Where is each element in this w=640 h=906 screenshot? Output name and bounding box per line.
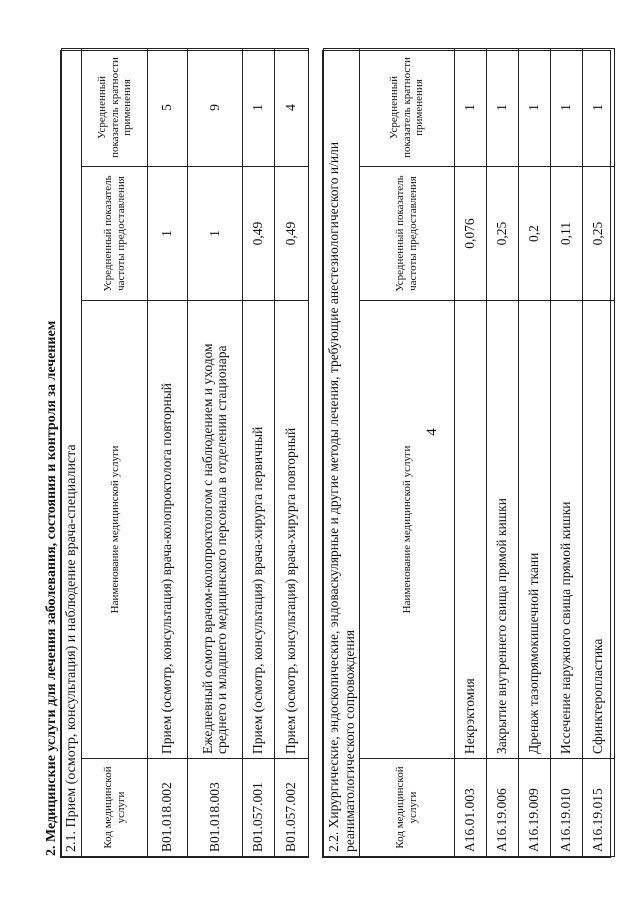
table-surgical bbox=[322, 50, 611, 858]
service-frequency: 0,25 bbox=[583, 167, 615, 301]
table2-header-freq: Усредненный показатель частоты предоставления bbox=[360, 167, 455, 301]
service-name: Закрытие внутреннего свища прямой кишки bbox=[487, 301, 519, 759]
service-multiplicity: 1 bbox=[487, 48, 519, 166]
table1-header-name: Наименование медицинской услуги bbox=[82, 301, 148, 759]
table2-header-mult: Усредненный показатель кратности применения bbox=[360, 48, 455, 166]
service-name: Прием (осмотр, консультация) врача-колопроктолога повторный bbox=[148, 301, 188, 759]
table-row bbox=[243, 48, 275, 856]
service-name: Некрэктомия bbox=[455, 301, 487, 759]
table-row bbox=[188, 48, 243, 856]
service-name: Ежедневный осмотр врачом-колопроктологом с наблюдением и уходом среднего и младшего медицинского персонала в отделении стационара bbox=[188, 301, 243, 759]
service-frequency: 1 bbox=[148, 167, 188, 301]
service-code: A16.19.009 bbox=[519, 759, 551, 857]
section-title: 2. Медицинские услуги для лечения заболевания, состояния и контроля за лечением bbox=[44, 320, 59, 856]
service-multiplicity: 1 bbox=[583, 48, 615, 166]
service-multiplicity: 9 bbox=[188, 48, 243, 166]
table2-caption: 2.2. Хирургические, эндоскопические, эндоваскулярные и другие методы лечения, требующие анестезиологического и/или реаниматологического сопровождения bbox=[324, 48, 360, 856]
service-multiplicity: 1 bbox=[551, 48, 583, 166]
service-code: A16.19.006 bbox=[487, 759, 519, 857]
service-frequency: 0,2 bbox=[519, 167, 551, 301]
table-row bbox=[519, 48, 551, 856]
service-code: A16.01.003 bbox=[455, 759, 487, 857]
page-number: 4 bbox=[424, 428, 440, 436]
service-multiplicity: 5 bbox=[148, 48, 188, 166]
service-code: B01.018.003 bbox=[188, 759, 243, 857]
table1-header-freq: Усредненный показатель частоты предоставления bbox=[82, 167, 148, 301]
service-multiplicity: 1 bbox=[455, 48, 487, 166]
table1-caption: 2.1. Прием (осмотр, консультация) и наблюдение врача-специалиста bbox=[62, 48, 82, 856]
service-code: B01.057.001 bbox=[243, 759, 275, 857]
service-name: Прием (осмотр, консультация) врача-хирурга повторный bbox=[275, 301, 309, 759]
table-consultations bbox=[60, 50, 309, 858]
service-name: Иссечение наружного свища прямой кишки bbox=[551, 301, 583, 759]
table2-header-code: Код медицинской услуги bbox=[360, 759, 455, 857]
service-name: Сфинктеропластика bbox=[583, 301, 615, 759]
table-row bbox=[455, 48, 487, 856]
service-frequency: 0,11 bbox=[551, 167, 583, 301]
table-row bbox=[583, 48, 615, 856]
service-frequency: 1 bbox=[188, 167, 243, 301]
service-frequency: 0,25 bbox=[487, 167, 519, 301]
service-code: B01.057.002 bbox=[275, 759, 309, 857]
service-multiplicity: 4 bbox=[275, 48, 309, 166]
table1-header-mult: Усредненный показатель кратности применения bbox=[82, 48, 148, 166]
service-frequency: 0,49 bbox=[243, 167, 275, 301]
table-row bbox=[551, 48, 583, 856]
service-frequency: 0,076 bbox=[455, 167, 487, 301]
table-row bbox=[275, 48, 309, 856]
service-code: A16.19.015 bbox=[583, 759, 615, 857]
service-frequency: 0,49 bbox=[275, 167, 309, 301]
service-multiplicity: 1 bbox=[243, 48, 275, 166]
service-name: Дренаж тазопрямокишечной ткани bbox=[519, 301, 551, 759]
service-multiplicity: 1 bbox=[519, 48, 551, 166]
service-code: B01.018.002 bbox=[148, 759, 188, 857]
table2-header-name: Наименование медицинской услуги bbox=[360, 301, 455, 759]
service-name: Прием (осмотр, консультация) врача-хирурга первичный bbox=[243, 301, 275, 759]
service-code: A16.19.010 bbox=[551, 759, 583, 857]
table-row bbox=[487, 48, 519, 856]
table1-header-code: Код медицинской услуги bbox=[82, 759, 148, 857]
table-row bbox=[148, 48, 188, 856]
